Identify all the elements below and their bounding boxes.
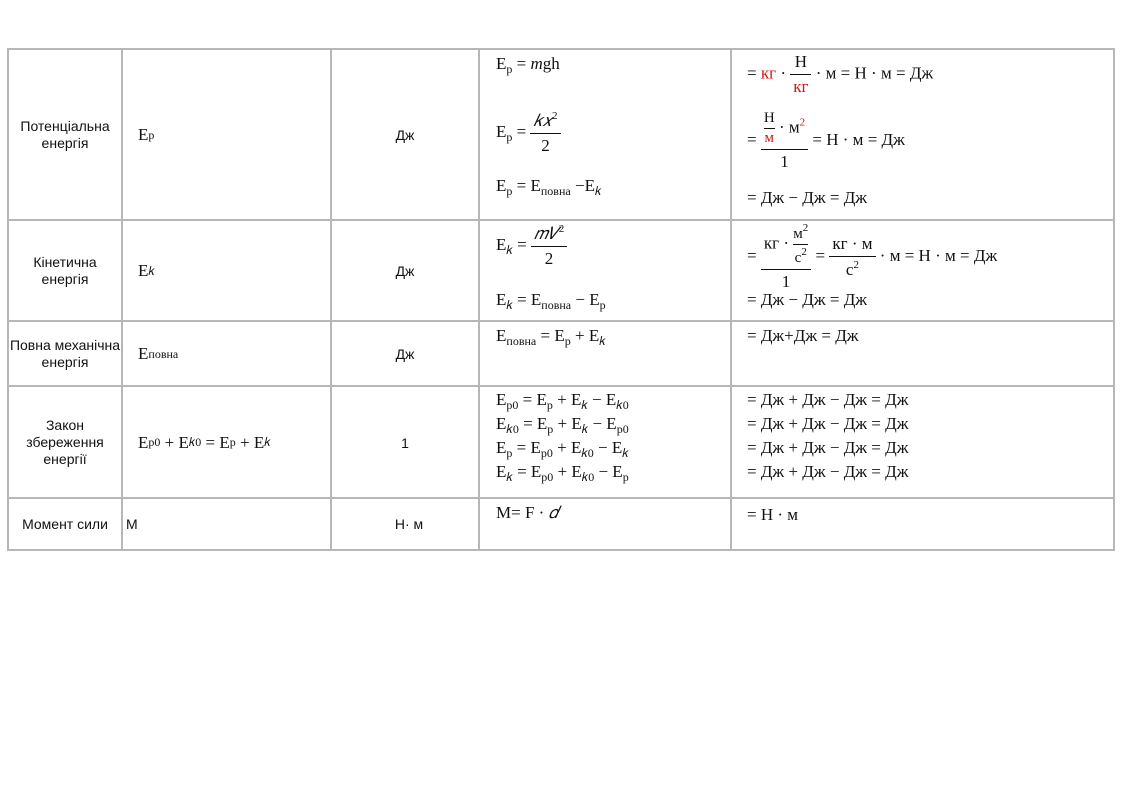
row-potential-name: Потенціальна енергія bbox=[20, 118, 110, 151]
formula-ep-mgh: $E_p$ = mgh bbox=[496, 54, 560, 76]
row-potential-unit: Дж bbox=[395, 127, 415, 143]
row-conservation-unit: 1 bbox=[401, 434, 409, 451]
formula-ek-total: $E_𝑘 = E_{повна} - E_p$ bbox=[496, 290, 606, 312]
physics-table bbox=[7, 48, 1115, 551]
units-potential-2: = $\frac{Н}{м}$ · $м^2$ 1 = Н · м = Дж bbox=[747, 110, 905, 171]
row-potential-symbol: E p bbox=[138, 125, 155, 144]
row-total-unit: Дж bbox=[395, 346, 415, 362]
units-total: = Дж+Дж = Дж bbox=[747, 326, 859, 345]
formula-cons-1: $E_{p0} = E_p + E_𝑘 - E_{𝑘0}$ bbox=[496, 390, 629, 412]
row-total-symbol: E повна bbox=[138, 344, 179, 363]
units-kinetic-1: = кг · $\frac{м^2}{с^2}$ 1 = $\frac{кг \cdot м}{с^2}$ · м = Н · м = Дж bbox=[747, 222, 998, 291]
formula-ep-total: $E_p = E_{повна} -E_𝑘$ bbox=[496, 176, 602, 198]
formula-cons-2: $E_{𝑘0} = E_p + E_𝑘 - E_{p0}$ bbox=[496, 414, 629, 436]
row-kinetic-unit: Дж bbox=[395, 263, 415, 279]
units-cons-3: = Дж + Дж − Дж = Дж bbox=[747, 438, 909, 457]
units-moment: = Н · м bbox=[747, 505, 799, 524]
row-moment-unit: Н· м bbox=[394, 516, 424, 532]
units-cons-2: = Дж + Дж − Дж = Дж bbox=[747, 414, 909, 433]
units-cons-4: = Дж + Дж − Дж = Дж bbox=[747, 462, 909, 481]
units-cons-1: = Дж + Дж − Дж = Дж bbox=[747, 390, 909, 409]
formula-cons-3: $E_p = E_{p0} + E_{𝑘0} - E_𝑘$ bbox=[496, 438, 629, 460]
units-potential-1: = кг · $\frac{Н}{кг}$ · м = Н · м = Дж bbox=[747, 52, 934, 96]
row-kinetic-symbol: E 𝑘 bbox=[138, 261, 155, 280]
row-moment-symbol: M bbox=[126, 516, 138, 532]
units-potential-3: = Дж − Дж = Дж bbox=[747, 188, 868, 207]
row-conservation-symbol: E p0 + E 𝑘0 = E p + E 𝑘 bbox=[138, 432, 271, 452]
row-conservation-name: Закон збереження енергії bbox=[26, 417, 104, 467]
formula-ep-spring: $E_p$ = $\frac{𝑘𝑥^2}{2}$ bbox=[496, 110, 561, 156]
formula-total: $E_{повна} = E_p + E_𝑘$ bbox=[496, 326, 606, 348]
formula-cons-4: $E_𝑘 = E_{p0} + E_{𝑘0} - E_p$ bbox=[496, 462, 629, 484]
row-kinetic-name: Кінетична енергія bbox=[33, 254, 97, 287]
formula-ek-mv2: $E_𝑘$ = $\frac{𝑚𝑉^2}{2}$ bbox=[496, 223, 567, 269]
formula-moment: M= F · 𝑑 bbox=[496, 503, 559, 522]
row-moment-name: Момент сили bbox=[22, 515, 108, 532]
units-kinetic-2: = Дж − Дж = Дж bbox=[747, 290, 868, 309]
row-total-name: Повна механічна енергія bbox=[9, 337, 121, 370]
